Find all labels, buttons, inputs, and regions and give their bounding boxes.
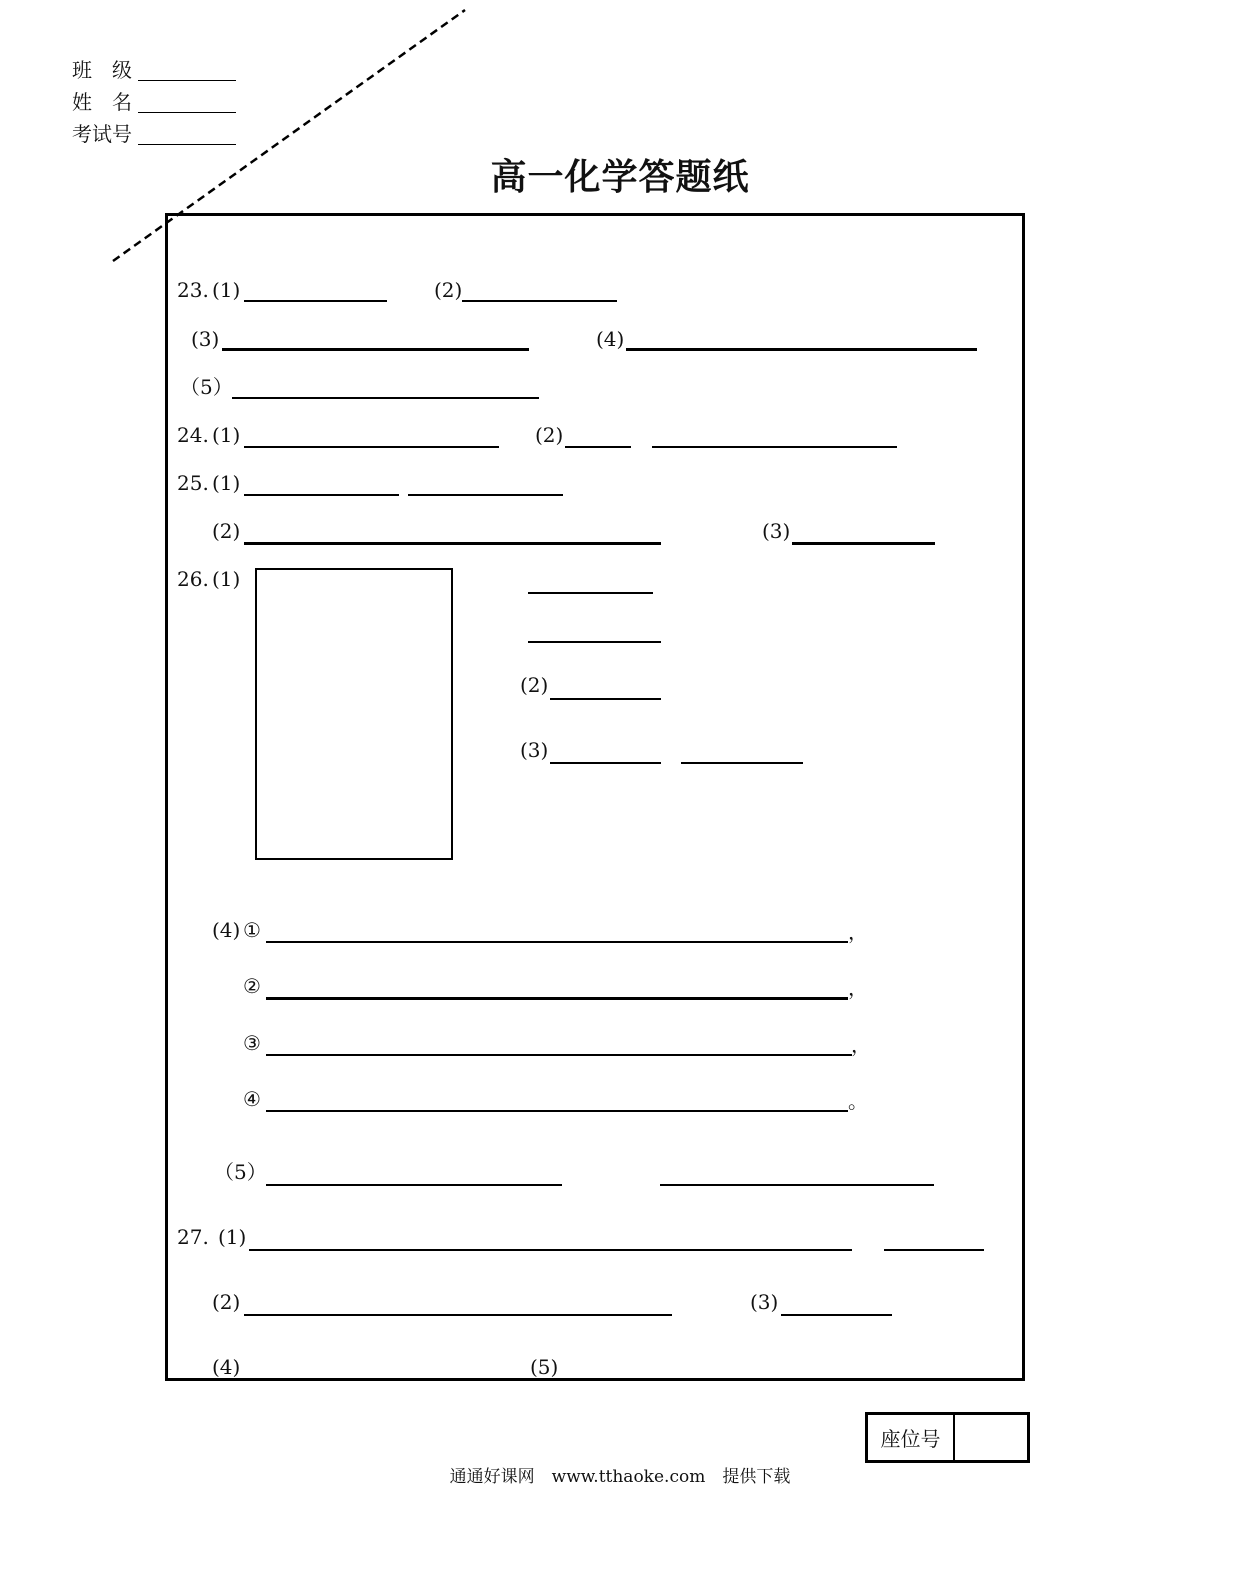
q26-part3-answer-a[interactable] — [550, 762, 661, 764]
q26-number: 26. — [177, 567, 209, 591]
q23-part2-answer[interactable] — [462, 300, 617, 302]
q25-part2-label: (2) — [212, 519, 241, 543]
q26-part4-end2: ， — [848, 976, 868, 1000]
q26-part4-circle2: ② — [243, 974, 261, 998]
seat-number-label: 座位号 — [868, 1415, 955, 1460]
q27-part1-answer-b[interactable] — [884, 1249, 984, 1251]
q26-part4-circle1: ① — [243, 918, 261, 942]
class-field[interactable] — [138, 80, 236, 81]
q23-part5-label: （5） — [180, 375, 233, 399]
q26-part1-answer-b[interactable] — [528, 641, 661, 643]
q24-part1-label: (1) — [212, 423, 241, 447]
q26-part5-answer-a[interactable] — [266, 1184, 562, 1186]
q26-part3-answer-b[interactable] — [681, 762, 803, 764]
q26-part4-answer3[interactable] — [266, 1054, 852, 1056]
q27-part1-label: (1) — [218, 1225, 247, 1249]
q26-drawing-box[interactable] — [255, 568, 453, 860]
q23-part4-label: (4) — [596, 327, 625, 351]
q23-number: 23. — [177, 278, 209, 302]
q24-number: 24. — [177, 423, 209, 447]
exam-no-label: 考试号 — [72, 122, 132, 146]
q26-part1-answer-a[interactable] — [528, 592, 653, 594]
q25-part1-label: (1) — [212, 471, 241, 495]
q26-part4-end1: ， — [848, 920, 868, 944]
q23-part4-answer[interactable] — [626, 348, 977, 351]
q26-part4-end3: ， — [851, 1033, 871, 1057]
q27-part4-label: (4) — [212, 1355, 241, 1379]
q26-part4-end4: 。 — [848, 1089, 868, 1113]
q23-part1-answer[interactable] — [244, 300, 387, 302]
q25-part2-answer[interactable] — [244, 542, 661, 545]
q24-part1-answer[interactable] — [244, 446, 499, 448]
q27-part4-answer-a[interactable] — [244, 1379, 343, 1381]
q23-part5-answer[interactable] — [232, 397, 539, 399]
q24-part2-label: (2) — [535, 423, 564, 447]
q23-part1-label: (1) — [212, 278, 241, 302]
q27-part1-answer-a[interactable] — [249, 1249, 852, 1251]
q26-part4-circle3: ③ — [243, 1031, 261, 1055]
q26-part2-label: (2) — [520, 673, 549, 697]
q26-part4-answer1[interactable] — [266, 941, 848, 943]
seat-number-box — [865, 1412, 1030, 1463]
q23-part3-label: (3) — [191, 327, 220, 351]
name-field[interactable] — [138, 112, 236, 113]
q27-part5-answer[interactable] — [562, 1379, 694, 1381]
q27-number: 27. — [177, 1225, 209, 1249]
q27-part3-label: (3) — [750, 1290, 779, 1314]
q27-part3-answer[interactable] — [781, 1314, 892, 1316]
q25-part1-answer-a[interactable] — [244, 494, 399, 496]
q27-part4-answer-b[interactable] — [375, 1379, 497, 1381]
q26-part1-label: (1) — [212, 567, 241, 591]
exam-no-field[interactable] — [138, 144, 236, 145]
seat-number-field[interactable] — [955, 1415, 1027, 1460]
q25-part3-answer[interactable] — [792, 542, 935, 545]
q24-part2-answer-a[interactable] — [565, 446, 631, 448]
class-label: 班 级 — [72, 58, 132, 82]
page-title: 高一化学答题纸 — [490, 157, 750, 198]
q26-part4-circle4: ④ — [243, 1087, 261, 1111]
q26-part4-answer4[interactable] — [266, 1110, 848, 1112]
q26-part2-answer[interactable] — [550, 698, 661, 700]
q27-part2-label: (2) — [212, 1290, 241, 1314]
name-label: 姓 名 — [72, 90, 132, 114]
q27-part2-answer[interactable] — [244, 1314, 672, 1316]
q25-part3-label: (3) — [762, 519, 791, 543]
q26-part4-answer2[interactable] — [266, 997, 848, 1000]
q25-part1-answer-b[interactable] — [408, 494, 563, 496]
q27-part5-label: (5) — [530, 1355, 559, 1379]
q26-part5-answer-b[interactable] — [660, 1184, 934, 1186]
q24-part2-answer-b[interactable] — [652, 446, 897, 448]
q26-part5-label: （5） — [214, 1160, 267, 1184]
footer-text: 通通好课网 www.tthaoke.com 提供下载 — [449, 1467, 791, 1487]
q23-part3-answer[interactable] — [222, 348, 529, 351]
q23-part2-label: (2) — [434, 278, 463, 302]
q26-part4-label: (4) — [212, 918, 241, 942]
q26-part3-label: (3) — [520, 738, 549, 762]
q25-number: 25. — [177, 471, 209, 495]
